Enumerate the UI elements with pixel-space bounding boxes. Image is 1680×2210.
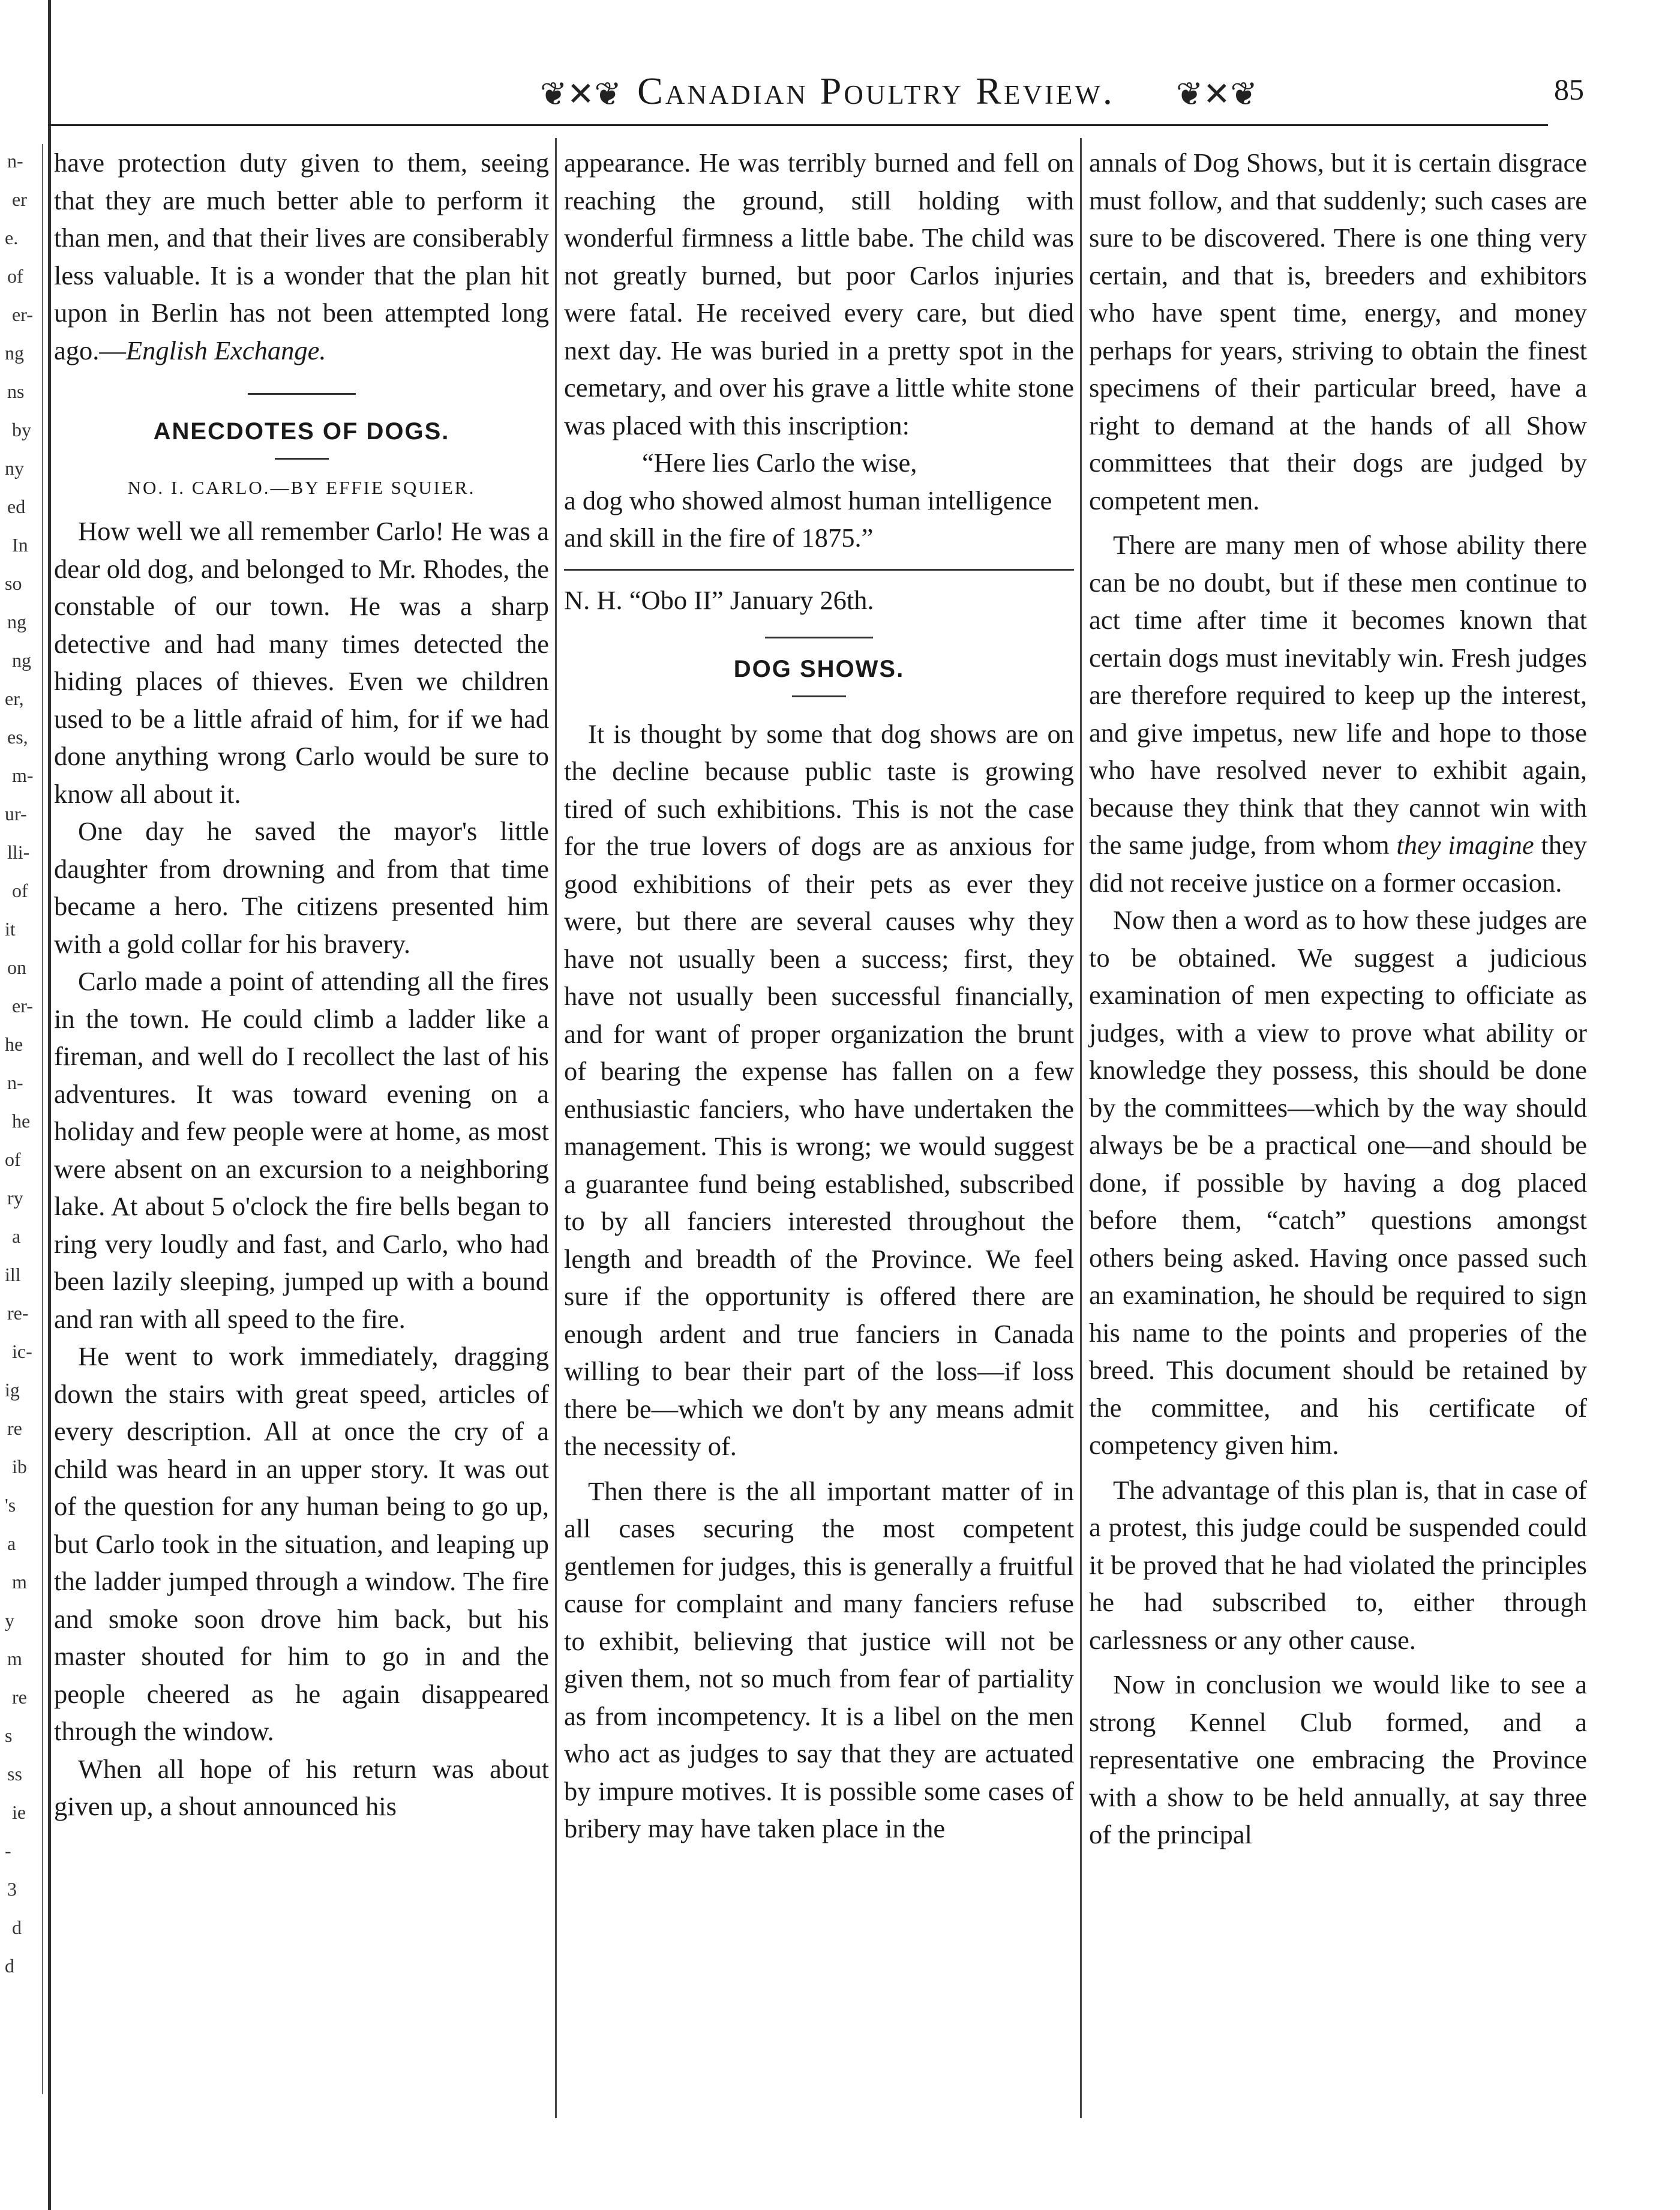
inscription-line: a dog who showed almost human intelligence and skill in the fire of 1875.” (564, 485, 1052, 553)
dog-shows-paragraph: Then there is the all important matter of in all cases securing the most competent gentlemen for judges, this is generally a fruitful cause for complaint and many fanciers refuse to exhibit, believing that justice will not be given them, not so much from fear of partiality as from incompetency. It is a libel on the men who act as judges to say that they are actuated by impure motives. It is possible some cases of bribery may have taken place in the (564, 1476, 1074, 1843)
judges-paragraph (1089, 526, 1587, 901)
margin-fragment: ur- (5, 803, 27, 824)
margin-fragment: re (12, 1686, 27, 1708)
margin-fragment: he (12, 1110, 31, 1132)
carlo-paragraph: When all hope of his return was about given up, a shout announced his (54, 1753, 549, 1821)
margin-fragment: es, (7, 726, 28, 748)
margin-fragment: so (5, 572, 22, 594)
margin-fragment: m- (12, 764, 34, 786)
margin-fragment: by (12, 419, 31, 440)
margin-fragment: he (5, 1033, 23, 1055)
carlo-paragraph: One day he saved the mayor's little daughter from drowning and from that time became a hero. The citizens presented him with a gold collar for his bravery. (54, 816, 549, 959)
column-3 (1089, 144, 1587, 1854)
carlo-paragraph: He went to work immediately, dragging down the stairs with great speed, articles of every description. All at once the cry of a child was heard in an upper story. It was out of the question for any human being to go up, but Carlo took in the situation, and leaping up the ladder jumped through a window. The fire and smoke soon drove him back, but his master shouted for him to go in and the people cheered as he again disappeared through the window. (54, 1341, 549, 1746)
advantage-paragraph: The advantage of this plan is, that in case of a protest, this judge could be suspended could it be proved that he had violated the principles he had subscribed to, either through carlessness or any other cause. (1089, 1474, 1587, 1655)
inscription-line: “Here lies Carlo the wise, (642, 448, 917, 478)
header-rule (48, 124, 1548, 126)
margin-fragment: re (7, 1417, 22, 1439)
margin-fragment: n- (7, 150, 23, 172)
margin-fragment: ig (5, 1379, 20, 1401)
margin-fragment: ry (7, 1187, 23, 1209)
masthead-ornament-left-icon: ❦✕❦ (540, 76, 622, 112)
source-attribution: English Exchange. (125, 335, 326, 365)
masthead-title: Canadian Poultry Review. (637, 70, 1115, 112)
page-header (48, 57, 1644, 123)
judges-paragraph-end: they did not receive justice on a former occasion. (1089, 830, 1587, 898)
anecdotes-heading: ANECDOTES OF DOGS. (153, 418, 450, 445)
margin-fragment: it (5, 918, 16, 940)
margin-fragment: of (5, 1149, 21, 1170)
margin-fragment: ill (5, 1264, 21, 1285)
margin-fragment: In (12, 534, 28, 556)
margin-fragment: ib (12, 1456, 27, 1477)
margin-fragment: ny (5, 457, 24, 479)
carlo-paragraph: Carlo made a point of attending all the fires in the town. He could climb a ladder like a fireman, and well do I recollect the last of his adventures. It was toward evening on a holiday and few people were at home, as most were absent on an excursion to a neighboring lake. At about 5 o'clock the fire bells began to ring very loudly and fast, and Carlo, who had been lazily sleeping, jumped up with a bound and ran with all speed to the fire. (54, 966, 549, 1334)
margin-fragment: re- (7, 1302, 29, 1324)
section-divider (765, 637, 873, 638)
heading-underline (275, 458, 329, 460)
article-byline: NO. I. CARLO.—BY EFFIE SQUIER. (127, 476, 476, 498)
margin-fragment: a (7, 1533, 16, 1554)
margin-fragment: er (12, 188, 27, 210)
conclusion-paragraph: Now in conclusion we would like to see a strong Kennel Club formed, and a representative one embracing the Province with a show to be held annually, at say three of the principal (1089, 1669, 1587, 1849)
signature-line: N. H. “Obo II” January 26th. (564, 584, 874, 615)
judges-paragraph-text: There are many men of whose ability there can be no doubt, but if these men continue to act time after time it becomes known that certain dogs must inevitably win. Fresh judges are therefore required to keep up the interest, and give impetus, new life and hope to those who have resolved never to exhibit again, because they think that they cannot win with the same judge, from whom (1089, 530, 1587, 860)
margin-fragment: ng (7, 611, 26, 632)
dog-shows-continued-paragraph: annals of Dog Shows, but it is certain disgrace must follow, and that suddenly; such cases are sure to be discovered. There is one thing very certain, and that is, breeders and exhibitors who have spent time, energy, and money perhaps for years, striving to obtain the finest specimens of their particular breed, have a right to demand at the hands of all Show committees that their dogs are judged by competent men. (1089, 148, 1587, 515)
carlo-continued-paragraph: appearance. He was terribly burned and fell on reaching the ground, still holding with wonderful firmness a little babe. The child was not greatly burned, but poor Carlos injuries were fatal. He received every care, but died next day. He was buried in a pretty spot in the cemetary, and over his grave a little white stone was placed with this inscription: (564, 148, 1074, 440)
masthead-ornament-right-icon: ❦✕❦ (1176, 76, 1258, 112)
column-divider-1 (555, 138, 557, 2118)
margin-fragment: e. (5, 227, 19, 248)
margin-fragment: er- (12, 304, 33, 325)
margin-fragment: 's (5, 1494, 16, 1516)
margin-fragment: ic- (12, 1341, 32, 1362)
margin-fragment: 3 (7, 1878, 17, 1900)
berlin-paragraph-text: have protection duty given to them, seeing that they are much better able to perform it than men, and that their lives are consiberably less valuable. It is a wonder that the plan hit upon in Berlin has not been attempted long ago.— (54, 148, 549, 365)
margin-fragment: of (7, 265, 23, 287)
column-divider-2 (1080, 138, 1082, 2118)
margin-fragment: of (12, 880, 28, 901)
margin-fragment: lli- (7, 841, 30, 863)
margin-fragment: on (7, 956, 26, 978)
margin-fragment: m (7, 1648, 22, 1669)
page-number: 85 (1554, 73, 1584, 106)
margin-fragment: ss (7, 1763, 22, 1785)
margin-fragment: ns (7, 380, 25, 402)
emphasis-text: they imagine (1396, 830, 1534, 860)
dog-shows-heading: DOG SHOWS. (733, 656, 905, 682)
margin-fragment: d (12, 1917, 22, 1938)
margin-fragment: ie (12, 1801, 26, 1823)
margin-fragment: a (12, 1225, 21, 1247)
margin-fragment: ng (5, 342, 24, 364)
margin-fragment: ng (12, 649, 31, 671)
berlin-paragraph (54, 144, 549, 369)
margin-fragment: ed (7, 496, 26, 517)
margin-fragment: er, (5, 688, 24, 709)
examination-paragraph: Now then a word as to how these judges are to be obtained. We suggest a judicious examination of men expecting to officiate as judges, with a view to prove what ability or knowledge they possess, this should be done by the committees—which by the way should always be be a practical one—and should be done, if possible by having a dog placed before them, “catch” questions amongst others being asked. Having once passed such an examination, he should be required to sign his name to the points and properies of the breed. This document should be retained by the committee, and his certificate of competency given him. (1089, 905, 1587, 1460)
margin-fragment: n- (7, 1072, 23, 1093)
dog-shows-paragraph: It is thought by some that dog shows are on the decline because public taste is growing tired of such exhibitions. This is not the case for the true lovers of dogs are as anxious for good exhibitions of their pets as ever they were, but there are several causes why they have not usually been a success; first, they have not usually been successful financially, and for want of proper organization the brunt of bearing the expense has fallen on a few enthusiastic fanciers, who have undertaken the management. This is wrong; we would suggest a guarantee fund being established, subscribed to by all fanciers interested throughout the length and breadth of the Province. We feel sure if the opportunity is offered there are enough ardent and true fanciers in Canada willing to bear their part of the loss—if loss there be—which we don't by any means admit the necessity of. (564, 718, 1074, 1461)
margin-fragment: er- (12, 995, 33, 1016)
heading-underline (792, 695, 846, 697)
margin-fragment: s (5, 1725, 13, 1746)
column-2 (564, 144, 1074, 1848)
section-divider (248, 393, 356, 395)
margin-fragment: d (5, 1955, 14, 1977)
margin-fragment: - (5, 1840, 11, 1861)
margin-fragment: y (5, 1609, 14, 1631)
section-divider (564, 569, 1074, 571)
column-1 (54, 144, 549, 1825)
carlo-paragraph: How well we all remember Carlo! He was a dear old dog, and belonged to Mr. Rhodes, the constable of our town. He was a sharp detective and had many times detected the hiding places of thieves. Even we children used to be a little afraid of him, for if we had done anything wrong Carlo would be sure to know all about it. (54, 516, 549, 809)
margin-fragment: m (12, 1571, 27, 1593)
